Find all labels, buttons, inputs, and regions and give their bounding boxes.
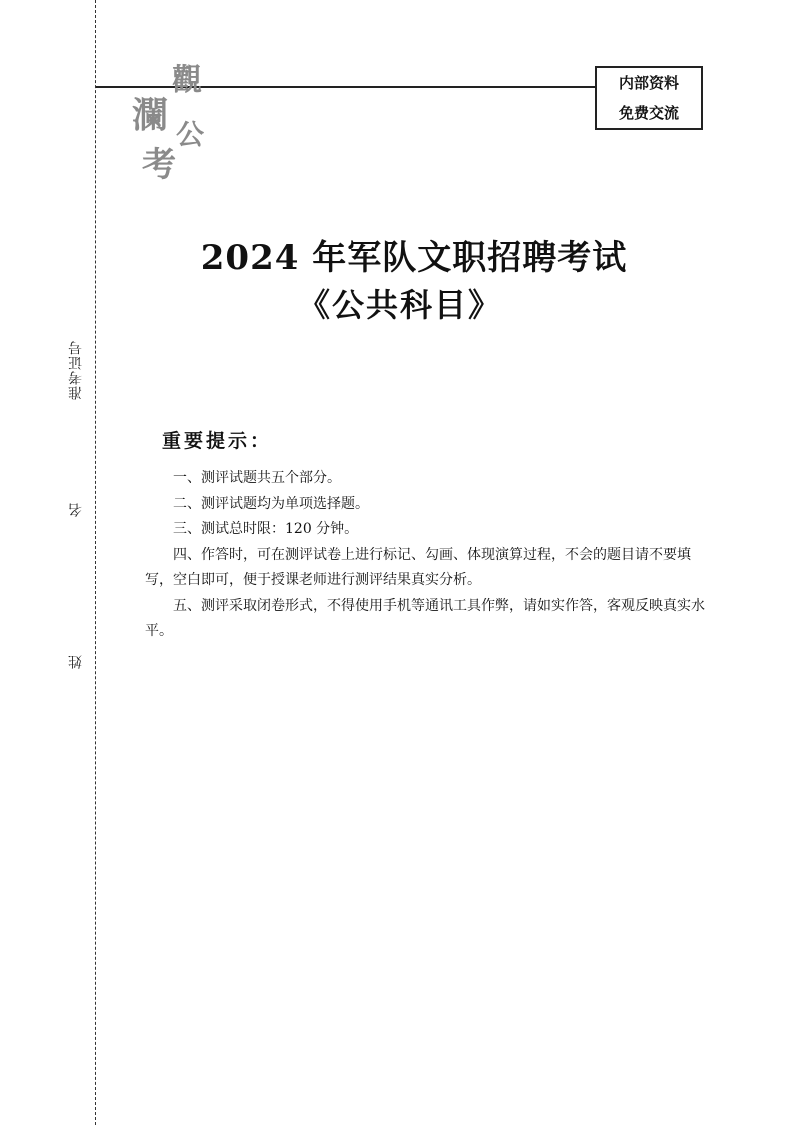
notice-list: [145, 466, 715, 645]
exam-subject-title: 《公共科目》: [297, 286, 502, 324]
notice-item-1: 一、测评试题共五个部分。: [173, 470, 341, 486]
binding-cut-line: [95, 0, 96, 1125]
admission-ticket-label: 准考证号: [68, 340, 84, 400]
logo-char-1: 觀: [172, 63, 202, 98]
logo-char-4: 考: [142, 145, 176, 185]
stamp-line-2: 免费交流: [618, 104, 679, 122]
notice-heading: 重要提示：: [162, 430, 273, 452]
notice-item-3: 三、测试总时限：120 分钟。: [173, 521, 359, 537]
exam-title: 2024 年军队文职招聘考试: [200, 238, 628, 278]
logo-char-3: 公: [176, 118, 205, 151]
logo-char-2: 瀾: [132, 94, 169, 136]
internal-material-stamp: [595, 66, 703, 130]
brand-logo: [128, 55, 218, 185]
notice-item-5: 五、测评采取闭卷形式，不得使用手机等通讯工具作弊，请如实作答，客观反映真实水平。: [145, 597, 705, 639]
name-label: 名: [68, 502, 84, 517]
surname-label: 姓: [68, 654, 84, 669]
notice-item-4: 四、作答时，可在测评试卷上进行标记、勾画、体现演算过程，不会的题目请不要填写，空白即可，便于授课老师进行测评结果真实分析。: [145, 546, 691, 588]
stamp-line-1: 内部资料: [618, 74, 679, 92]
notice-item-2: 二、测评试题均为单项选择题。: [173, 495, 369, 512]
